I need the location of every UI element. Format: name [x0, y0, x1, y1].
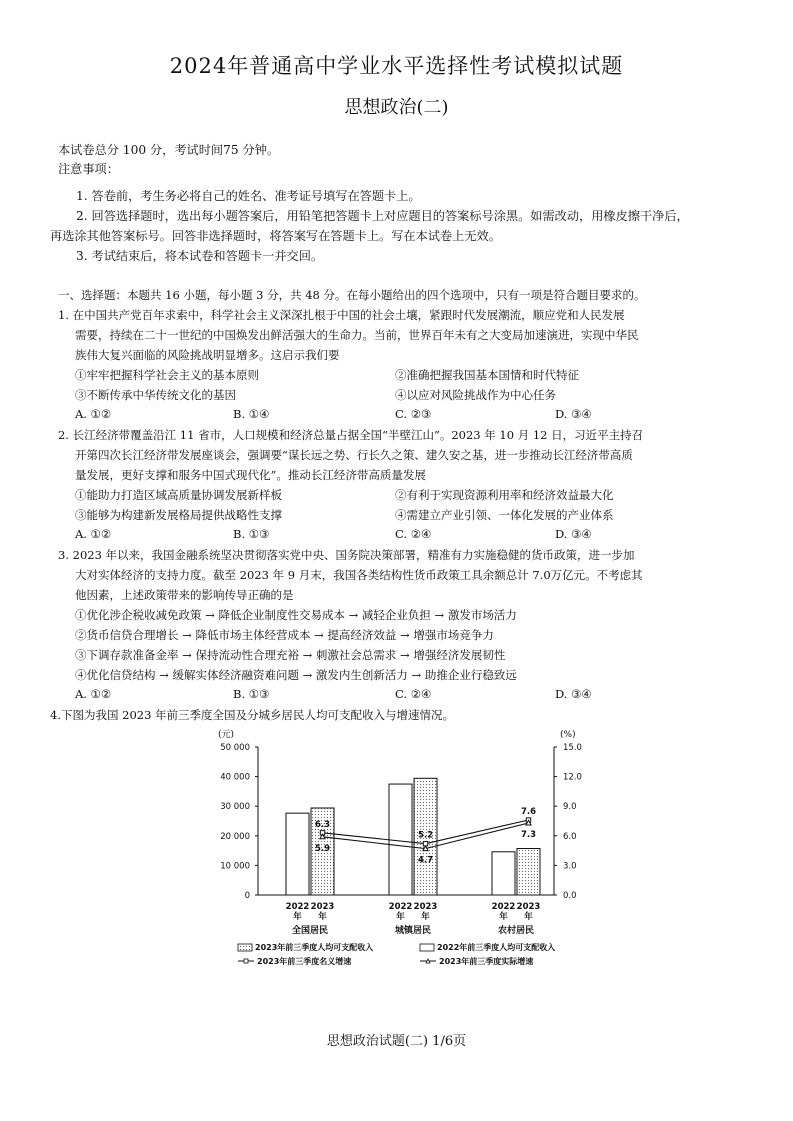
note-2-cont: 再选涂其他答案标号。回答非选择题时，将答案写在答题卡上。写在本试卷上无效。 [50, 229, 501, 243]
q2-option-b: B. ①③ [233, 527, 270, 541]
bar-2023 [517, 849, 540, 895]
q3-line-3: 他因素，上述政策带来的影响传导正确的是 [75, 588, 294, 602]
left-unit: (元) [218, 730, 235, 740]
right-tick-label: 6.0 [563, 831, 577, 842]
q1-option-d: D. ③④ [555, 407, 592, 421]
left-tick-label: 0 [244, 891, 250, 901]
real-growth-label: 4.7 [417, 855, 434, 866]
q2-line-3: 量发展，更好支撑和服务中国式现代化”。推动长江经济带高质量发展 [75, 468, 426, 482]
q3-option-c: C. ②④ [395, 687, 432, 701]
nominal-growth-label: 6.3 [314, 819, 331, 830]
real-growth-label: 5.9 [314, 843, 331, 854]
q2-option-c: C. ②④ [395, 527, 432, 541]
note-3: 3. 考试结束后，将本试卷和答题卡一并交回。 [76, 249, 324, 263]
year-label-2023: 2023 [413, 902, 438, 912]
income-chart [200, 726, 600, 982]
q2-item-3: ③能够为构建新发展格局提供战略性支撑 [75, 508, 282, 522]
page-footer: 思想政治试题(二) 1/6页 [326, 1034, 467, 1049]
q2-item-2: ②有利于实现资源利用率和经济效益最大化 [395, 488, 614, 502]
page-title: 2024年普通高中学业水平选择性考试模拟试题 [169, 54, 624, 78]
real-growth-label: 7.3 [520, 829, 537, 840]
q2-line-1: 2. 长江经济带覆盖沿江 11 省市，人口规模和经济总量占据全国“半壁江山”。2023 年 10 月 12 日，习近平主持召 [58, 428, 644, 442]
legend-swatch-2023 [238, 944, 252, 951]
year-label-2022: 2022 [388, 902, 413, 912]
page-subtitle: 思想政治(二) [344, 97, 449, 118]
bar-2022 [286, 813, 309, 895]
q1-line-1: 1. 在中国共产党百年求索中，科学社会主义深深扎根于中国的社会土壤，紧跟时代发展潮流，顺应党和人民发展 [58, 308, 625, 322]
year-suffix: 年 [421, 912, 430, 922]
nominal-growth-label: 5.2 [417, 830, 434, 841]
q1-item-3: ③不断传承中华传统文化的基因 [75, 388, 236, 402]
legend-marker-nominal [244, 959, 248, 963]
q1-line-3: 族伟大复兴面临的风险挑战明显增多。这启示我们要 [75, 348, 340, 362]
q1-item-4: ④以应对风险挑战作为中心任务 [395, 388, 556, 402]
year-suffix: 年 [293, 912, 302, 922]
q3-option-b: B. ①③ [233, 687, 270, 701]
notes-title: 注意事项： [58, 162, 119, 176]
legend-label-2022-income: 2022年前三季度人均可支配收入 [437, 943, 556, 952]
legend-label-real: 2023年前三季度实际增速 [439, 957, 534, 966]
year-label-2023: 2023 [310, 902, 335, 912]
q2-option-a: A. ①② [75, 527, 112, 541]
year-label-2023: 2023 [516, 902, 541, 912]
right-tick-label: 3.0 [563, 861, 577, 872]
q1-item-2: ②准确把握我国基本国情和时代特征 [395, 368, 579, 382]
q1-item-1: ①牢牢把握科学社会主义的基本原则 [75, 368, 259, 382]
q1-line-2: 需要，持续在二十一世纪的中国焕发出鲜活强大的生命力。当前，世界百年未有之大变局加速演进，实现中华民 [75, 328, 639, 342]
note-2: 2. 回答选择题时，选出每小题答案后，用铅笔把答题卡上对应题目的答案标号涂黑。如需改动，用橡皮擦干净后， [76, 209, 689, 223]
bar-2022 [492, 852, 515, 895]
q3-item-3: ③下调存款准备金率 → 保持流动性合理充裕 → 刺激社会总需求 → 增强经济发展韧性 [75, 648, 506, 662]
q3-item-2: ②货币信贷合理增长 → 降低市场主体经营成本 → 提高经济效益 → 增强市场竞争力 [75, 628, 494, 642]
q3-option-a: A. ①② [75, 687, 112, 701]
group-label: 城镇居民 [394, 926, 432, 936]
q2-line-2: 开第四次长江经济带发展座谈会，强调要“谋长远之势、行长久之策、建久安之基，进一步推动长江经济带高质 [75, 448, 633, 462]
q1-option-b: B. ①④ [233, 407, 270, 421]
note-1: 1. 答卷前，考生务必将自己的姓名、准考证号填写在答题卡上。 [76, 189, 421, 203]
q3-line-2: 大对实体经济的支持力度。截至 2023 年 9 月末，我国各类结构性货币政策工具余额总计 7.0万亿元。不考虑其 [75, 568, 643, 582]
year-suffix: 年 [318, 912, 327, 922]
q1-option-a: A. ①② [75, 407, 112, 421]
q2-option-d: D. ③④ [555, 527, 592, 541]
q3-line-1: 3. 2023 年以来，我国金融系统坚决贯彻落实党中央、国务院决策部署，精准有力实施稳健的货币政策，进一步加 [58, 548, 635, 562]
year-label-2022: 2022 [285, 902, 310, 912]
right-tick-label: 15.0 [563, 743, 582, 753]
right-tick-label: 9.0 [563, 802, 577, 813]
bar-2022 [389, 784, 412, 895]
left-tick-label: 20 000 [220, 831, 250, 842]
legend-marker-real [426, 959, 430, 963]
left-tick-label: 10 000 [220, 861, 250, 872]
legend-swatch-2022 [420, 944, 434, 951]
q3-item-4: ④优化信贷结构 → 缓解实体经济融资难问题 → 激发内生创新活力 → 助推企业行稳致远 [75, 668, 517, 682]
right-tick-label: 0.0 [563, 891, 577, 901]
year-suffix: 年 [499, 912, 508, 922]
year-label-2022: 2022 [491, 902, 516, 912]
legend-label-2023-income: 2023年前三季度人均可支配收入 [255, 943, 374, 952]
q2-item-4: ④需建立产业引领、一体化发展的产业体系 [395, 508, 614, 522]
q3-item-1: ①优化涉企税收减免政策 → 降低企业制度性交易成本 → 减轻企业负担 → 激发市场活力 [75, 608, 517, 622]
q3-option-d: D. ③④ [555, 687, 592, 701]
section-header: 一、选择题：本题共 16 小题，每小题 3 分，共 48 分。在每小题给出的四个选项中，只有一项是符合题目要求的。 [58, 288, 646, 302]
q4-line: 4.下图为我国 2023 年前三季度全国及分城乡居民人均可支配收入与增速情况。 [50, 708, 455, 722]
left-tick-label: 50 000 [220, 743, 250, 753]
year-suffix: 年 [396, 912, 405, 922]
right-unit: (%) [560, 730, 576, 740]
group-label: 全国居民 [291, 926, 329, 936]
q1-option-c: C. ②③ [395, 407, 432, 421]
score-line: 本试卷总分 100 分，考试时间75 分钟。 [58, 143, 280, 157]
left-tick-label: 40 000 [220, 772, 250, 783]
q2-item-1: ①能助力打造区域高质量协调发展新样板 [75, 488, 282, 502]
nominal-growth-label: 7.6 [520, 807, 537, 818]
legend-label-nominal: 2023年前三季度名义增速 [257, 957, 352, 966]
right-tick-label: 12.0 [563, 772, 582, 783]
group-label: 农村居民 [497, 926, 535, 936]
year-suffix: 年 [524, 912, 533, 922]
left-tick-label: 30 000 [220, 802, 250, 813]
